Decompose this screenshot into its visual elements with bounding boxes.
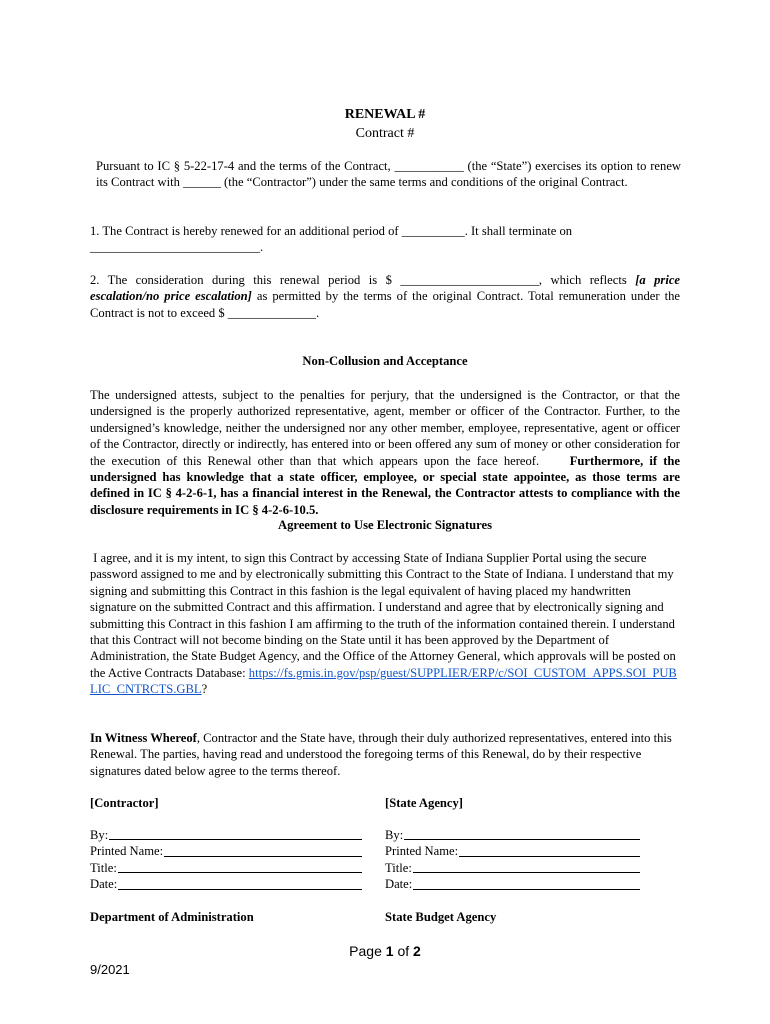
- intro-paragraph: Pursuant to IC § 5-22-17-4 and the terms of the Contract, ___________ (the “State”) exercises its option to renew its Contract with ______ (the “Contractor”) under the same terms and conditions of the original Contract.: [96, 159, 682, 190]
- state-agency-heading: [State Agency]: [385, 796, 463, 810]
- noncollusion-paragraph: The undersigned attests, subject to the penalties for perjury, that the undersigned is the Contractor, or that the undersigned is the properly authorized representative, agent, member or officer of the Contractor. Further, to the undersigned’s knowledge, neither the undersigned nor any other member, employee, representative, agent or officer of the Contractor, directly or indirectly, has entered into or been offered any sum of money or other consideration for the execution of this Renewal other than that which appears upon the face hereof. Furthermore, if the undersigned has knowledge that a state officer, employee, or special state appointee, as those terms are defined in IC § 4-2-6-1, has a financial interest in the Renewal, the Contractor attests to compliance with the disclosure requirements in IC § 4-2-6-10.5.: [90, 388, 680, 517]
- active-contracts-link[interactable]: https://fs.gmis.in.gov/psp/guest/SUPPLIER/ERP/c/SOI_CUSTOM_APPS.SOI_PUBLIC_CNTRCTS.GBL: [90, 665, 677, 697]
- state-agency-signature-block: [385, 827, 640, 893]
- clause-1: 1. The Contract is hereby renewed for an additional period of __________. It shall terminate on ___________________________.: [90, 224, 573, 255]
- esign-paragraph: I agree, and it is my intent, to sign this Contract by accessing State of Indiana Supplier Portal using the secure password assigned to me and by electronically submitting this Contract to the State of Indiana. I understand that my signing and submitting this Contract in this fashion is the legal equivalent of having placed my handwritten signature on the submitted Contract and this affirmation. I understand and agree that by electronically signing and submitting this Contract in this fashion I am affirming to the truth of the information contained therein. I understand that this Contract will not become binding on the State until it has been approved by the Department of Administration, the State Budget Agency, and the Office of the Attorney General, which approvals will be posted on the Active Contracts Database: https://fs.gmis.in.gov/psp/guest/SUPPLIER/ERP/c/SOI_CUSTOM_APPS.SOI_PUBLIC_CNTRCTS.GBL?: [90, 551, 677, 697]
- contract-subtitle: Contract #: [355, 126, 415, 141]
- revision-date: 9/2021: [90, 962, 130, 977]
- department-of-administration-label: Department of Administration: [90, 910, 254, 924]
- renewal-title: RENEWAL #: [344, 107, 426, 122]
- contractor-date-field[interactable]: Date:: [90, 876, 362, 892]
- esign-heading: Agreement to Use Electronic Signatures: [277, 518, 493, 532]
- contractor-heading: [Contractor]: [90, 796, 159, 810]
- state-title-field[interactable]: Title:: [385, 860, 640, 876]
- contractor-by-field[interactable]: By:: [90, 827, 362, 843]
- witness-paragraph: In Witness Whereof, Contractor and the State have, through their duly authorized representatives, entered into this Renewal. The parties, having read and understood the foregoing terms of this Renewal, do by their respective signatures dated below agree to the terms thereof.: [90, 731, 672, 778]
- contractor-title-field[interactable]: Title:: [90, 860, 362, 876]
- state-by-field[interactable]: By:: [385, 827, 640, 843]
- contractor-printed-name-field[interactable]: Printed Name:: [90, 843, 362, 859]
- noncollusion-heading: Non-Collusion and Acceptance: [302, 354, 468, 368]
- page-number: Page 1 of 2: [349, 943, 421, 959]
- clause-2: 2. The consideration during this renewal period is $ ______________________, which reflects [a price escalation/no price escalation] as permitted by the terms of the original Contract. Total remuneration under the Contract is not to exceed $ ______________.: [90, 273, 681, 320]
- state-budget-agency-label: State Budget Agency: [385, 910, 497, 924]
- contractor-signature-block: [90, 827, 362, 893]
- state-date-field[interactable]: Date:: [385, 876, 640, 892]
- state-printed-name-field[interactable]: Printed Name:: [385, 843, 640, 859]
